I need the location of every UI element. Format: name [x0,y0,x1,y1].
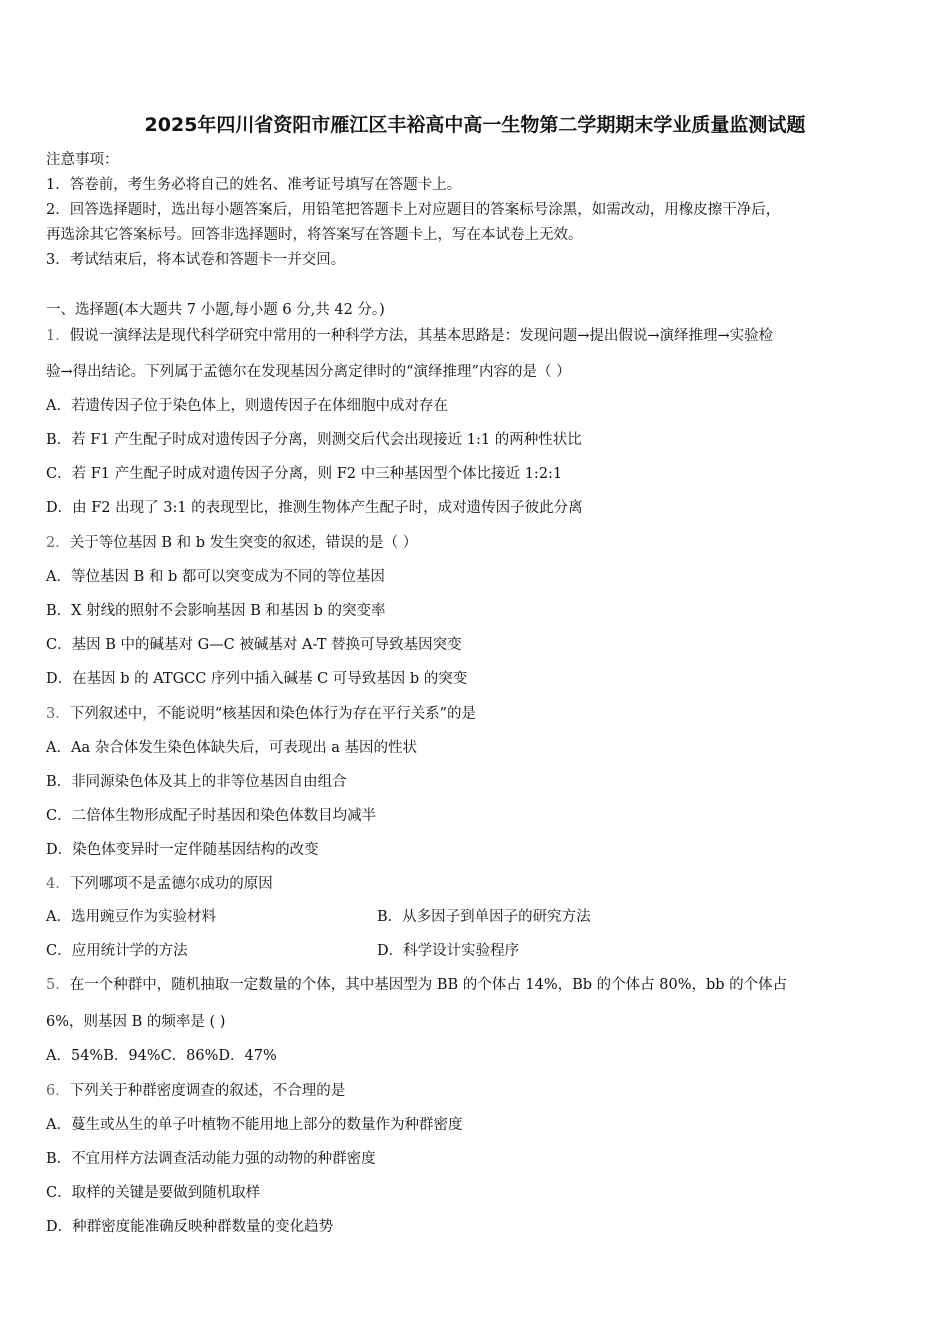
question-6-option-c: C．取样的关键是要做到随机取样 [46,1185,261,1201]
question-1-option-c: C．若 F1 产生配子时成对遗传因子分离，则 F2 中三种基因型个体比接近 1:2:1 [46,466,563,482]
question-3-option-c: C．二倍体生物形成配子时基因和染色体数目均减半 [46,808,377,824]
question-2-stem [46,533,417,553]
question-6-option-b: B．不宜用样方法调查活动能力强的动物的种群密度 [46,1151,376,1167]
question-4-option-b: B．从多因子到单因子的研究方法 [377,909,591,925]
notice-heading: 注意事项： [46,152,119,168]
question-3-option-b: B．非同源染色体及其上的非等位基因自由组合 [46,774,347,790]
question-3-stem [46,704,476,724]
question-6-option-d: D．种群密度能准确反映种群数量的变化趋势 [46,1219,334,1235]
notice-item-1: 1．答卷前，考生务必将自己的姓名、准考证号填写在答题卡上。 [46,177,462,193]
question-1-stem [46,326,773,346]
notice-item-2-cont: 再选涂其它答案标号。回答非选择题时，将答案写在答题卡上，写在本试卷上无效。 [46,227,583,243]
question-number: 2． [46,535,70,551]
question-1-option-d: D．由 F2 出现了 3:1 的表现型比，推测生物体产生配子时，成对遗传因子彼此分离 [46,500,583,516]
question-2-option-c: C．基因 B 中的碱基对 G—C 被碱基对 A-T 替换可导致基因突变 [46,637,462,653]
question-2-option-b: B．X 射线的照射不会影响基因 B 和基因 b 的突变率 [46,603,386,619]
question-3-option-a: A．Aa 杂合体发生染色体缺失后，可表现出 a 基因的性状 [46,740,418,756]
question-number: 1． [46,328,70,344]
question-4-option-a: A．选用豌豆作为实验材料 [46,909,216,925]
question-number: 4． [46,876,70,892]
question-6-stem [46,1081,345,1101]
question-6-option-a: A．蔓生或丛生的单子叶植物不能用地上部分的数量作为种群密度 [46,1117,463,1133]
question-5-options: A．54%B．94%C．86%D．47% [46,1048,277,1064]
question-1-stem-cont: 验→得出结论。下列属于孟德尔在发现基因分离定律时的“演绎推理”内容的是（ ） [46,364,571,380]
notice-item-3: 3．考试结束后，将本试卷和答题卡一并交回。 [46,252,346,268]
question-2-option-d: D．在基因 b 的 ATGCC 序列中插入碱基 C 可导致基因 b 的突变 [46,671,468,687]
question-number: 5． [46,977,70,993]
question-number: 3． [46,706,70,722]
question-5-stem-cont: 6%，则基因 B 的频率是 ( ) [46,1014,226,1030]
notice-item-2: 2．回答选择题时，选出每小题答案后，用铅笔把答题卡上对应题目的答案标号涂黑，如需改动，用橡皮擦干净后， [46,202,781,218]
question-text: 关于等位基因 B 和 b 发生突变的叙述，错误的是（ ） [69,535,418,551]
question-3-option-d: D．染色体变异时一定伴随基因结构的改变 [46,842,319,858]
page-title: 2025年四川省资阳市雁江区丰裕高中高一生物第二学期期末学业质量监测试题 [144,114,806,136]
question-5-stem [46,975,787,995]
question-text: 下列叙述中，不能说明“核基因和染色体行为存在平行关系”的是 [69,706,477,722]
question-text: 下列哪项不是孟德尔成功的原因 [69,876,273,892]
question-2-option-a: A．等位基因 B 和 b 都可以突变成为不同的等位基因 [46,569,385,585]
question-1-option-b: B．若 F1 产生配子时成对遗传因子分离，则测交后代会出现接近 1:1 的两种性状比 [46,432,582,448]
question-1-option-a: A．若遗传因子位于染色体上，则遗传因子在体细胞中成对存在 [46,398,448,414]
question-text: 下列关于种群密度调查的叙述，不合理的是 [69,1083,346,1099]
question-4-stem [46,874,273,894]
section-heading: 一、选择题(本大题共 7 小题,每小题 6 分,共 42 分。) [46,302,385,318]
question-number: 6． [46,1083,70,1099]
question-4-option-d: D．科学设计实验程序 [377,943,520,959]
question-4-option-c: C．应用统计学的方法 [46,943,188,959]
question-text: 在一个种群中，随机抽取一定数量的个体，其中基因型为 BB 的个体占 14%，Bb 的个体占 80%，bb 的个体占 [69,977,788,993]
question-text: 假说一演绎法是现代科学研究中常用的一种科学方法，其基本思路是：发现问题→提出假说→演绎推理→实验检 [69,328,774,344]
